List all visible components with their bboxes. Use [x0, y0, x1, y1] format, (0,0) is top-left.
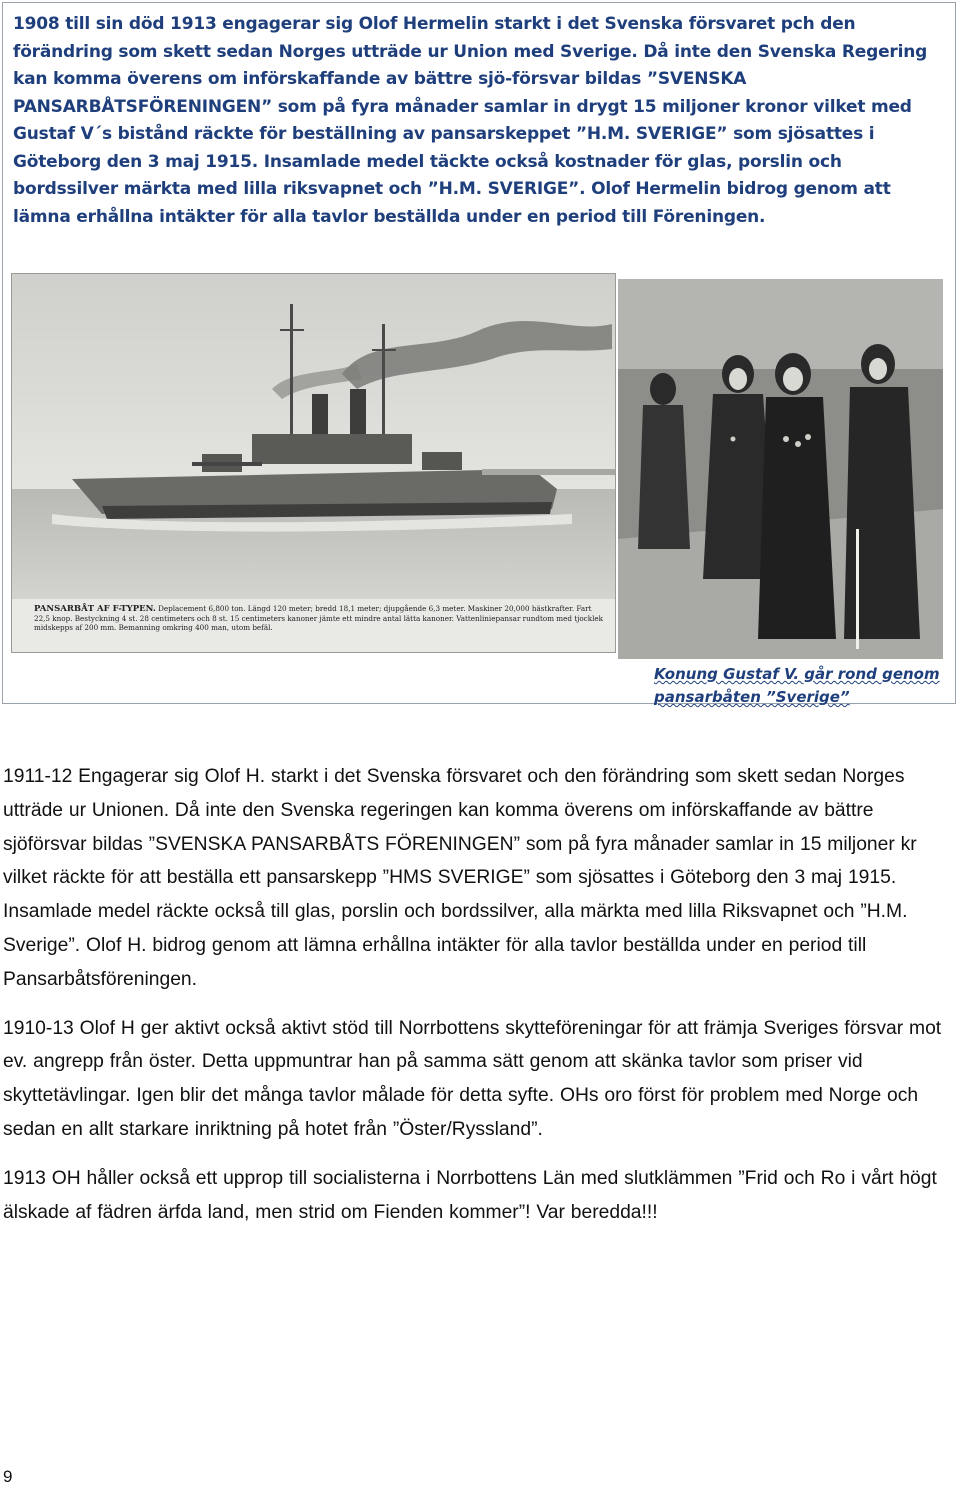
paragraph-1911: 1911-12 Engagerar sig Olof H. starkt i det Svenska försvaret och den förändring som skett sedan Norges utträde ur Unionen. Då inte den Svenska regeringen kan komma överens om införskaffande av bättre sjöförsvar bildas ”SVENSKA PANSARBÅTS FÖRENINGEN” som på fyra månader samlar in 15 miljoner kr vilket räckte för att beställa ett pansarskepp ”HMS SVERIGE” som sjösattes i Göteborg den 3 maj 1915. Insamlade medel räckte också till glas, porslin och bordssilver, alla märkta med lilla Riksvapnet och ”H.M. Sverige”. Olof H. bidrog genom att lämna erhållna intäkter för alla tavlor beställda under en period till Pansarbåtsföreningen. — [3, 766, 917, 990]
body-text — [3, 760, 955, 1244]
scrapbook-text: 1908 till sin död 1913 engagerar sig Olof Hermelin starkt i det Svenska försvaret pch den förändring som skett sedan Norges utträde ur Union med Sverige. Då inte den Svenska Regering kan komma överens om införskaffande av bättre sjö-försvar bildas ”SVENSKA PANSARBÅTSFÖRENINGEN” som på fyra månader samlar in drygt 15 miljoner kronor vilket med Gustaf V´s bistånd räckte för beställning av pansarskeppet ”H.M. SVERIGE” som sjösattes i Göteborg den 3 maj 1915. Insamlade medel täckte också kostnader för glas, porslin och bordssilver märkta med lilla riksvapnet och ”H.M. SVERIGE”. Olof Hermelin bidrog genom att lämna erhållna intäkter för alla tavlor beställda under en period till Föreningen. — [13, 14, 928, 227]
paragraph-1913: 1913 OH håller också ett upprop till socialisterna i Norrbottens Län med slutklämmen ”Frid och Ro i vårt högt älskade af fädren ärfda land, men strid om Fienden kommer”! Var beredda!!! — [3, 1167, 937, 1223]
king-caption — [654, 663, 954, 709]
king-photo-drawing — [618, 279, 943, 659]
king-gustaf-photo — [618, 279, 943, 659]
ship-caption — [34, 604, 604, 632]
king-caption-line2: pansarbåten ”Sverige” — [654, 688, 850, 706]
scrapbook-photo-panel — [2, 2, 956, 704]
paragraph-1910: 1910-13 Olof H ger aktivt också aktivt stöd till Norrbottens skytteföreningar för att främja Sveriges försvar mot ev. angrepp från öster. Detta uppmuntrar han på samma sätt genom att skänka tavlor som priser vid skyttetävlingar. Igen blir det många tavlor målade för detta syfte. OHs oro först för problem med Norge och sedan en allt starkare inriktning på hotet från ”Öster/Ryssland”. — [3, 1017, 942, 1140]
battleship-illustration — [11, 273, 616, 653]
page-number: 9 — [3, 1467, 13, 1486]
battleship-drawing — [12, 274, 616, 653]
ship-caption-title: PANSARBÅT AF F-TYPEN. — [34, 604, 156, 614]
king-caption-line1: Konung Gustaf V. går rond genom — [654, 665, 940, 683]
ship-caption-text: Deplacement 6,800 ton. Längd 120 meter; bredd 18,1 meter; djupgående 6,3 meter. Maskiner 20,000 hästkrafter. Fart 22,5 knop. Bestyckning 4 st. 28 centimeters och 8 st. 15 centimeters kanoner jämte ett mindre antal lätta kanoner. Vattenliniepansar rundtom med tjocklek midskepps af 200 mm. Bemanning omkring 400 man, utom befäl. — [34, 604, 603, 632]
